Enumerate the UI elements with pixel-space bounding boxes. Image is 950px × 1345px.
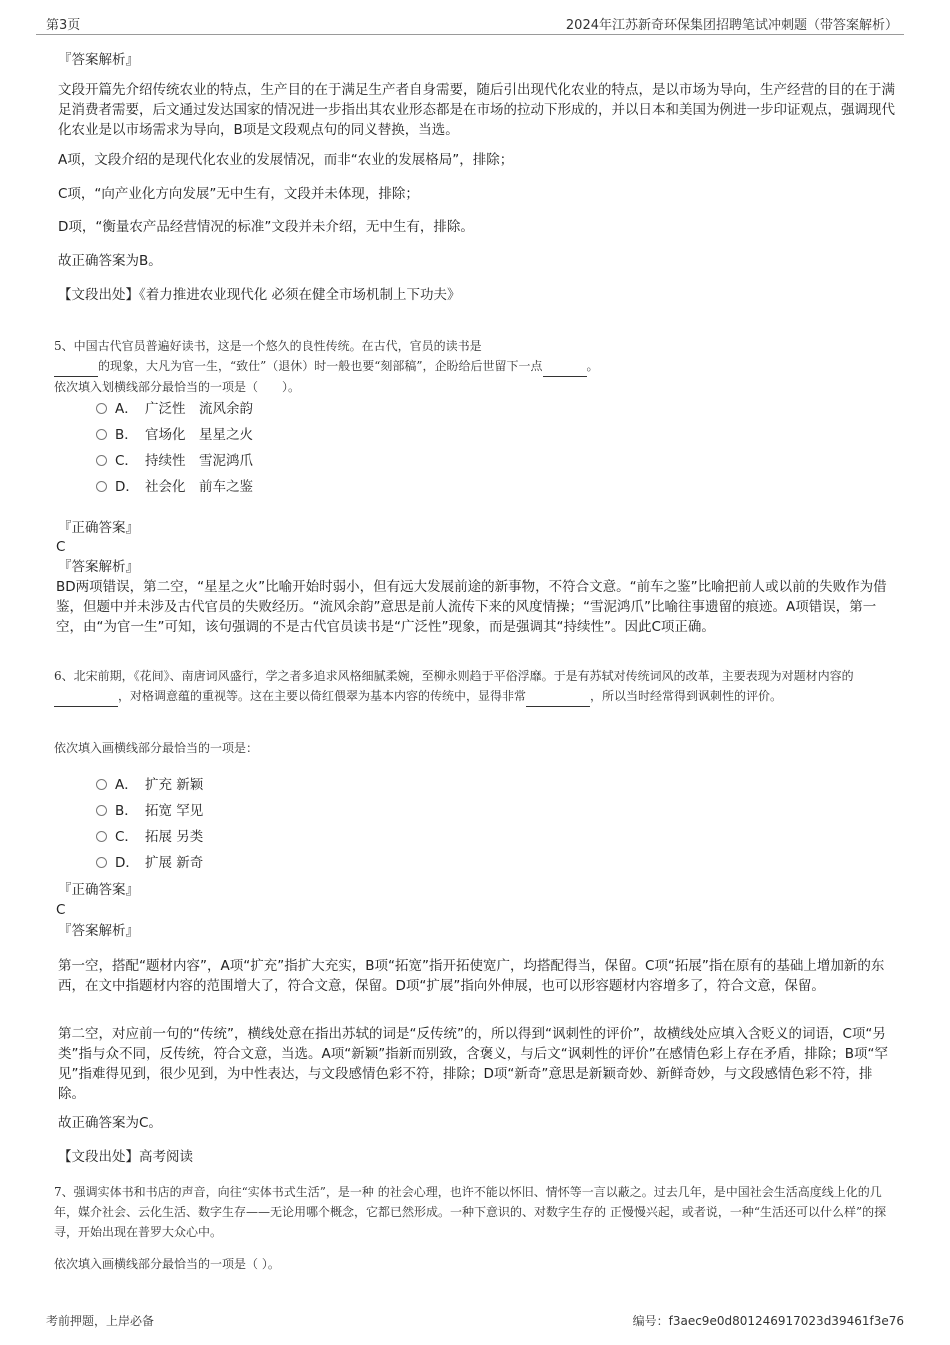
page-header <box>36 14 904 35</box>
q6-answer: C <box>56 902 66 918</box>
q6-options <box>96 772 203 876</box>
q6-option-b[interactable]: B． 拓宽 罕见 <box>96 798 203 824</box>
blank <box>54 686 118 707</box>
q5-instruction: 依次填入划横线部分最恰当的一项是（ ）。 <box>54 380 301 394</box>
q6-analysis-label: 『答案解析』 <box>58 923 139 939</box>
radio-icon[interactable] <box>96 779 107 790</box>
q4-analysis-para3: C项，“向产业化方向发展”无中生有，文段并未体现，排除； <box>58 186 419 202</box>
q4-analysis-para1: 文段开篇先介绍传统农业的特点，生产目的在于满足生产者自身需要，随后引出现代化农业的特点，是以市场为导向，生产经营的目的在于满足消费者需要，后文通过发达国家的情况进一步指出其农业形态都是在市场的拉动下形成的，并以日本和美国为例进一步印证观点，强调现代化农业是以市场需求为导向，B项是文段观点句的同义替换，当选。 <box>58 82 895 138</box>
blank <box>526 686 590 707</box>
radio-icon[interactable] <box>96 429 107 440</box>
document-title: 2024年江苏新奇环保集团招聘笔试冲刺题（带答案解析） <box>565 18 898 33</box>
q6-stem: 6、北宋前期，《花间》、南唐词风盛行，学之者多追求风格细腻柔婉，至柳永则趋于平俗浮靡。于是有苏轼对传统词风的改革，主要表现为对题材内容的 ，对格调意蕴的重视等。这在主要以倚红偎翠为基本内容的传统中，显得非常 ，所以当时经常得到讽刺性的评价。 <box>54 666 896 707</box>
q5-analysis-label: 『答案解析』 <box>58 559 139 575</box>
q6-correct-label: 『正确答案』 <box>58 882 139 898</box>
blank <box>543 356 587 377</box>
q6-option-d[interactable]: D． 扩展 新奇 <box>96 850 203 876</box>
q7-stem: 7、强调实体书和书店的声音，向往“实体书式生活”，是一种 的社会心理，也许不能以怀旧、情怀等一言以蔽之。过去几年，是中国社会生活高度线上化的几年，媒介社会、云化生活、数字生存——无论用哪个概念，它都已然形成。一种下意识的、对数字生存的 正慢慢兴起，或者说，一种“生活还可以什么样”的探寻，开始出现在普罗大众心中。 <box>54 1185 887 1239</box>
radio-icon[interactable] <box>96 455 107 466</box>
q6-option-a[interactable]: A． 扩充 新颖 <box>96 772 203 798</box>
q6-analysis-para2: 第二空，对应前一句的“传统”，横线处意在指出苏轼的词是“反传统”的，所以得到“讽刺性的评价”，故横线处应填入含贬义的词语，C项“另类”指与众不同，反传统，符合文意，当选。A项“新颖”指新而别致，含褒义，与后文“讽刺性的评价”在感情色彩上存在矛盾，排除；B项“罕见”指难得见到，很少见到，为中性表达，与文段感情色彩不符，排除；D项“新奇”意思是新颖奇妙、新鲜奇妙，与文段感情色彩不符，排除。 <box>58 1026 888 1102</box>
q5-correct-label: 『正确答案』 <box>58 520 139 536</box>
q4-source: 【文段出处】《着力推进农业现代化 必须在健全市场机制上下功夫》 <box>58 287 461 303</box>
q5-stem-line1: 5、中国古代官员普遍好读书，这是一个悠久的良性传统。在古代，官员的读书是 <box>54 339 482 353</box>
radio-icon[interactable] <box>96 481 107 492</box>
q5-stem <box>54 336 894 397</box>
q6-option-c[interactable]: C． 拓展 另类 <box>96 824 203 850</box>
q4-analysis-label: 『答案解析』 <box>58 52 139 68</box>
q5-option-c[interactable]: C． 持续性 雪泥鸿爪 <box>96 448 253 474</box>
q5-option-d[interactable]: D． 社会化 前车之鉴 <box>96 474 253 500</box>
page-number: 第3页 <box>46 18 81 33</box>
q6-source: 【文段出处】高考阅读 <box>58 1149 193 1165</box>
q5-options <box>96 396 253 500</box>
radio-icon[interactable] <box>96 805 107 816</box>
q4-analysis-para2: A项，文段介绍的是现代化农业的发展情况，而非“农业的发展格局”，排除； <box>58 152 514 168</box>
q4-analysis-para4: D项，“衡量农产品经营情况的标准”文段并未介绍，无中生有，排除。 <box>58 219 474 235</box>
blank <box>54 356 98 377</box>
page-footer <box>46 1312 904 1329</box>
q4-conclusion: 故正确答案为B。 <box>58 253 162 269</box>
q6-instruction: 依次填入画横线部分最恰当的一项是： <box>54 741 259 755</box>
radio-icon[interactable] <box>96 831 107 842</box>
radio-icon[interactable] <box>96 403 107 414</box>
document-id: 编号：f3aec9e0d801246917023d39461f3e76 <box>632 1314 904 1328</box>
q6-analysis-para1: 第一空，搭配“题材内容”，A项“扩充”指扩大充实，B项“拓宽”指开拓使宽广，均搭配得当，保留。C项“拓展”指在原有的基础上增加新的东西，在文中指题材内容的范围增大了，符合文意，保留。D项“扩展”指向外伸展，也可以形容题材内容增多了，符合文意，保留。 <box>58 958 885 994</box>
q6-conclusion: 故正确答案为C。 <box>58 1115 162 1131</box>
q5-option-b[interactable]: B． 官场化 星星之火 <box>96 422 253 448</box>
q5-option-a[interactable]: A． 广泛性 流风余韵 <box>96 396 253 422</box>
q5-answer: C <box>56 539 66 555</box>
q5-stem-line2: 的现象，大凡为官一生，“致仕”（退休）时一般也要“刻部稿”，企盼给后世留下一点 。 <box>54 356 894 377</box>
q7-instruction: 依次填入画横线部分最恰当的一项是（ ）。 <box>54 1257 280 1271</box>
footer-slogan: 考前押题，上岸必备 <box>46 1314 155 1328</box>
radio-icon[interactable] <box>96 857 107 868</box>
q5-analysis: BD两项错误，第二空，“星星之火”比喻开始时弱小，但有远大发展前途的新事物，不符合文意。“前车之鉴”比喻把前人或以前的失败作为借鉴，但题中并未涉及古代官员的失败经历。“流风余韵”意思是前人流传下来的风度情操；“雪泥鸿爪”比喻往事遗留的痕迹。A项错误，第一空，由“为官一生”可知，该句强调的不是古代官员读书是“广泛性”现象，而是强调其“持续性”。因此C项正确。 <box>56 579 887 635</box>
